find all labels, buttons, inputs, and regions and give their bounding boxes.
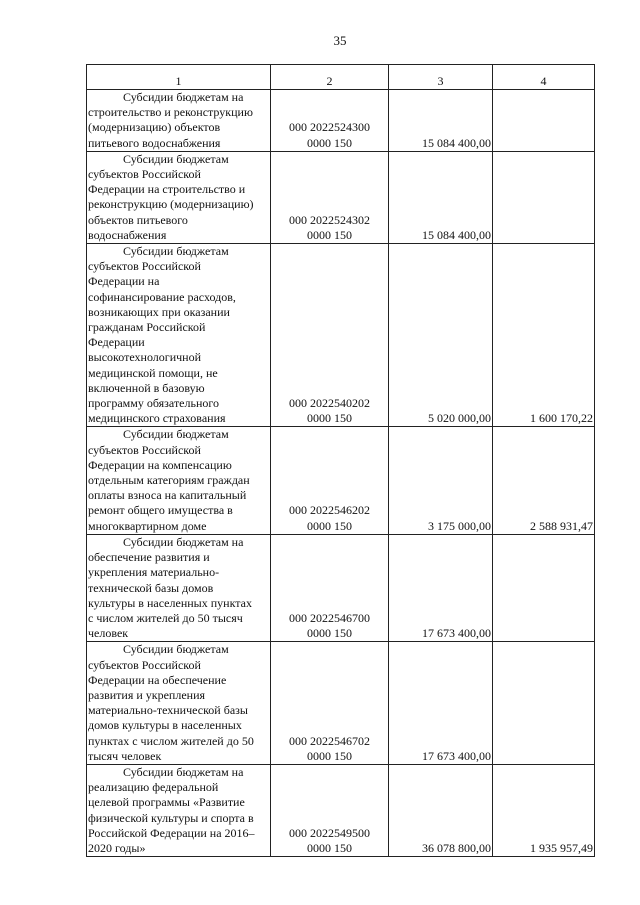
row-amount-col4: 1 935 957,49 bbox=[493, 764, 595, 856]
row-name: Субсидии бюджетам субъектов Российской Федерации на обеспечение развития и укрепления материально-технической базы домов культуры в населенных пунктах с числом жителей до 50 тысяч человек bbox=[87, 642, 271, 765]
row-amount-col3: 5 020 000,00 bbox=[389, 244, 493, 427]
row-amount-col4: 1 600 170,22 bbox=[493, 244, 595, 427]
row-amount-col3: 17 673 400,00 bbox=[389, 534, 493, 641]
row-amount-col4: 2 588 931,47 bbox=[493, 427, 595, 534]
row-code: 000 2022524302 0000 150 bbox=[271, 151, 389, 243]
row-amount-col3: 3 175 000,00 bbox=[389, 427, 493, 534]
table-row bbox=[87, 534, 595, 641]
row-code: 000 2022549500 0000 150 bbox=[271, 764, 389, 856]
column-header-4: 4 bbox=[493, 65, 595, 90]
row-amount-col4 bbox=[493, 151, 595, 243]
budget-table bbox=[86, 64, 595, 857]
table-row bbox=[87, 642, 595, 765]
row-name: Субсидии бюджетам на строительство и реконструкцию (модернизацию) объектов питьевого водоснабжения bbox=[87, 90, 271, 152]
row-name: Субсидии бюджетам на реализацию федеральной целевой программы «Развитие физической культуры и спорта в Российской Федерации на 2016– 2020 годы» bbox=[87, 764, 271, 856]
row-name: Субсидии бюджетам на обеспечение развития и укрепления материально- технической базы домов культуры в населенных пунктах с числом жителей до 50 тысяч человек bbox=[87, 534, 271, 641]
table-header-row bbox=[87, 65, 595, 90]
row-amount-col3: 15 084 400,00 bbox=[389, 90, 493, 152]
row-name: Субсидии бюджетам субъектов Российской Федерации на строительство и реконструкцию (модернизацию) объектов питьевого водоснабжения bbox=[87, 151, 271, 243]
row-amount-col3: 36 078 800,00 bbox=[389, 764, 493, 856]
table-row bbox=[87, 427, 595, 534]
row-code: 000 2022524300 0000 150 bbox=[271, 90, 389, 152]
row-amount-col4 bbox=[493, 534, 595, 641]
row-name: Субсидии бюджетам субъектов Российской Федерации на софинансирование расходов, возникающих при оказании гражданам Российской Федерации высокотехнологичной медицинской помощи, не включенной в базовую программу обязательного медицинского страхования bbox=[87, 244, 271, 427]
row-amount-col3: 15 084 400,00 bbox=[389, 151, 493, 243]
row-code: 000 2022546702 0000 150 bbox=[271, 642, 389, 765]
table-row bbox=[87, 764, 595, 856]
column-header-1: 1 bbox=[87, 65, 271, 90]
row-name: Субсидии бюджетам субъектов Российской Федерации на компенсацию отдельным категориям граждан оплаты взноса на капитальный ремонт общего имущества в многоквартирном доме bbox=[87, 427, 271, 534]
table-row bbox=[87, 151, 595, 243]
row-amount-col4 bbox=[493, 642, 595, 765]
table-row bbox=[87, 244, 595, 427]
row-code: 000 2022546700 0000 150 bbox=[271, 534, 389, 641]
column-header-3: 3 bbox=[389, 65, 493, 90]
table-row bbox=[87, 90, 595, 152]
page-number: 35 bbox=[333, 33, 347, 48]
row-code: 000 2022546202 0000 150 bbox=[271, 427, 389, 534]
row-code: 000 2022540202 0000 150 bbox=[271, 244, 389, 427]
row-amount-col3: 17 673 400,00 bbox=[389, 642, 493, 765]
row-amount-col4 bbox=[493, 90, 595, 152]
column-header-2: 2 bbox=[271, 65, 389, 90]
